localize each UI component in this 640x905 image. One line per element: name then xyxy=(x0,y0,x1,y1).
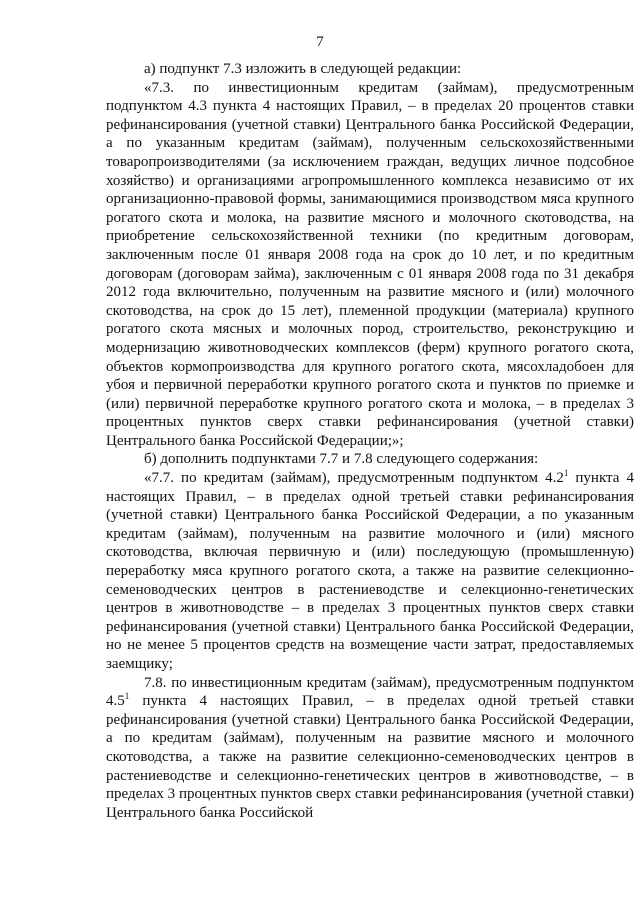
superscript-mark: 1 xyxy=(563,468,569,479)
superscript-mark: 1 xyxy=(124,691,130,702)
paragraph-7-7 xyxy=(106,469,634,674)
page-number: 7 xyxy=(316,34,324,50)
document-body xyxy=(106,60,634,822)
paragraph-7-7-text-after: пункта 4 настоящих Правил, – в пределах одной третьей ставки рефинансирования (учетной ставки) Центрального банка Российской Федерации, а по указанным кредитам (займам), полученным на развитие молочного и (или) мясного скотоводства, включая первичную и (или) последующую (промышленную) переработку мяса крупного рогатого скота, а также на развитие селекционно-семеноводческих центров в растениеводстве и селекционно-генетических центров в животноводстве – в пределах 3 процентных пунктов сверх ставки рефинансирования (учетной ставки) Центрального банка Российской Федерации, но не менее 5 процентов средств на возмещение части затрат, предоставляемых заемщику; xyxy=(106,470,634,672)
paragraph-b-intro: б) дополнить подпунктами 7.7 и 7.8 следующего содержания: xyxy=(144,451,539,468)
paragraph-a-intro: а) подпункт 7.3 изложить в следующей редакции: xyxy=(144,61,462,77)
paragraph-7-8-text-after: пункта 4 настоящих Правил, – в пределах одной третьей ставки рефинансирования (учетной ставки) Центрального банка Российской Федерации, а по кредитам (займам), полученным на развитие мясного и молочного скотоводства, а также на развитие селекционно-семеноводческих центров в растениеводстве и селекционно-генетических центров в животноводстве, – в пределах 3 процентных пунктов сверх ставки рефинансирования (учетной ставки) Центрального банка Российской xyxy=(106,693,634,821)
paragraph-7-7-text-before: «7.7. по кредитам (займам), предусмотренным подпунктом 4.2 xyxy=(144,470,564,487)
paragraph-7-3: «7.3. по инвестиционным кредитам (займам), предусмотренным подпунктом 4.3 пункта 4 настоящих Правил, – в пределах 20 процентов ставки рефинансирования (учетной ставки) Центрального банка Российской Федерации, а по указанным кредитам (займам), полученным сельскохозяйственными товаропроизводителями (за исключением граждан, ведущих личное подсобное хозяйство) и организациями агропромышленного комплекса независимо от их организационно-правовой формы, занимающимися производством мяса крупного рогатого скота и молока, на развитие мясного и молочного скотоводства, на приобретение сельскохозяйственной техники (по кредитным договорам, заключенным после 01 января 2008 года на срок до 10 лет, и по кредитным договорам (договорам займа), заключенным с 01 января 2008 года по 31 декабря 2012 года включительно, полученным на развитие мясного и (или) молочного скотоводства, на срок до 15 лет), племенной продукции (материала) крупного рогатого скота мясных и молочных пород, строительство, реконструкцию и модернизацию животноводческих комплексов (ферм) крупного рогатого скота, объектов кормопроизводства для крупного рогатого скота, мясохладобоен для убоя и первичной переработки крупного рогатого скота и пунктов по приемке и (или) первичной переработке крупного рогатого скота и молока, – в пределах 3 процентных пунктов сверх ставки рефинансирования (учетной ставки) Центрального банка Российской Федерации;»; xyxy=(106,79,634,449)
paragraph-7-8 xyxy=(106,674,634,823)
paragraph-7-8-text-before: 7.8. по инвестиционным кредитам (займам), предусмотренным подпунктом 4.5 xyxy=(106,674,634,710)
